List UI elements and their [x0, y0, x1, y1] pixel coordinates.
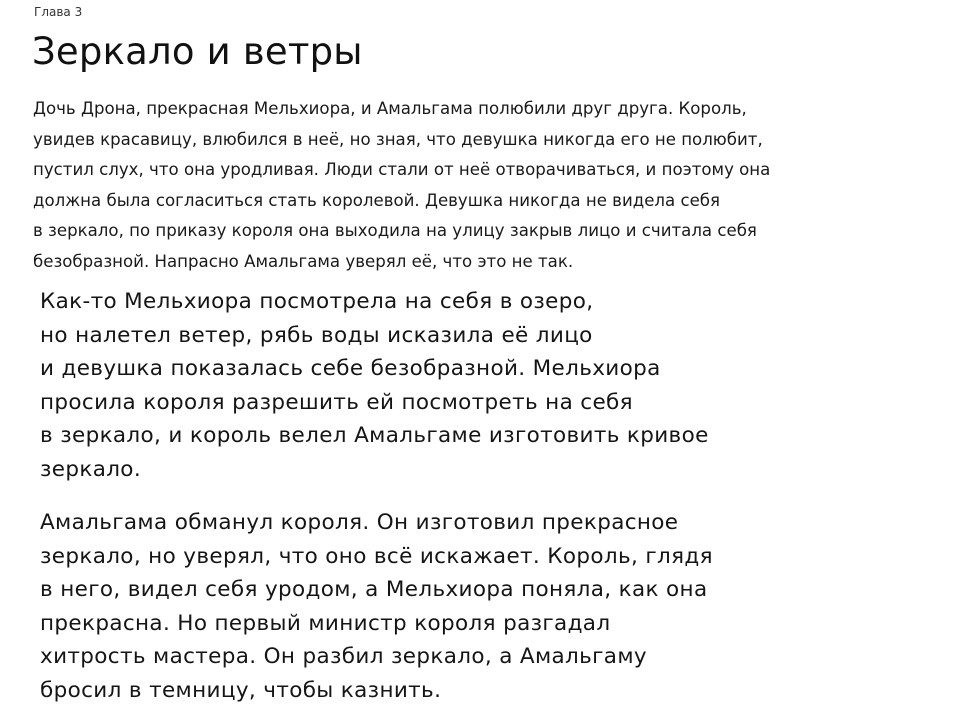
intro-line: Дочь Дрона, прекрасная Мельхиора, и Амальгама полюбили друг друга. Король,: [33, 99, 747, 118]
paragraph-line: Амальгама обманул короля. Он изготовил прекрасное: [40, 510, 679, 535]
chapter-label: Глава 3: [34, 5, 83, 19]
story-paragraph-2: [40, 506, 940, 708]
intro-paragraph: [33, 94, 933, 277]
page-title: Зеркало и ветры: [32, 30, 363, 73]
paragraph-line: в зеркало, и король велел Амальгаме изготовить кривое: [40, 423, 709, 449]
intro-line: пустил слух, что она уродливая. Люди стали от неё отворачиваться, и поэтому она: [33, 160, 771, 179]
paragraph-line: просила короля разрешить ей посмотреть на себя: [40, 389, 633, 415]
paragraph-line: бросил в темницу, чтобы казнить.: [40, 677, 442, 703]
intro-line: в зеркало, по приказу короля она выходила на улицу закрыв лицо и считала себя: [33, 221, 757, 240]
paragraph-line: зеркало, но уверял, что оно всё искажает. Король, глядя: [40, 543, 713, 569]
paragraph-line: и девушка показалась себе безобразной. Мельхиора: [40, 356, 661, 382]
paragraph-line: Как-то Мельхиора посмотрела на себя в озеро,: [40, 289, 594, 314]
story-paragraph-1: [40, 285, 940, 487]
intro-line: безобразной. Напрасно Амальгама уверял её, что это не так.: [33, 251, 574, 271]
paragraph-line: зеркало.: [40, 456, 141, 482]
paragraph-line: но налетел ветер, рябь воды исказила её лицо: [40, 322, 593, 348]
paragraph-line: прекрасна. Но первый министр короля разгадал: [40, 610, 611, 636]
paragraph-line: хитрость мастера. Он разбил зеркало, а Амальгаму: [40, 644, 647, 670]
intro-line: увидев красавицу, влюбился в неё, но зная, что девушка никогда его не полюбит,: [33, 129, 763, 149]
paragraph-line: в него, видел себя уродом, а Мельхиора поняла, как она: [40, 577, 708, 603]
intro-line: должна была согласиться стать королевой. Девушка никогда не видела себя: [33, 190, 721, 210]
